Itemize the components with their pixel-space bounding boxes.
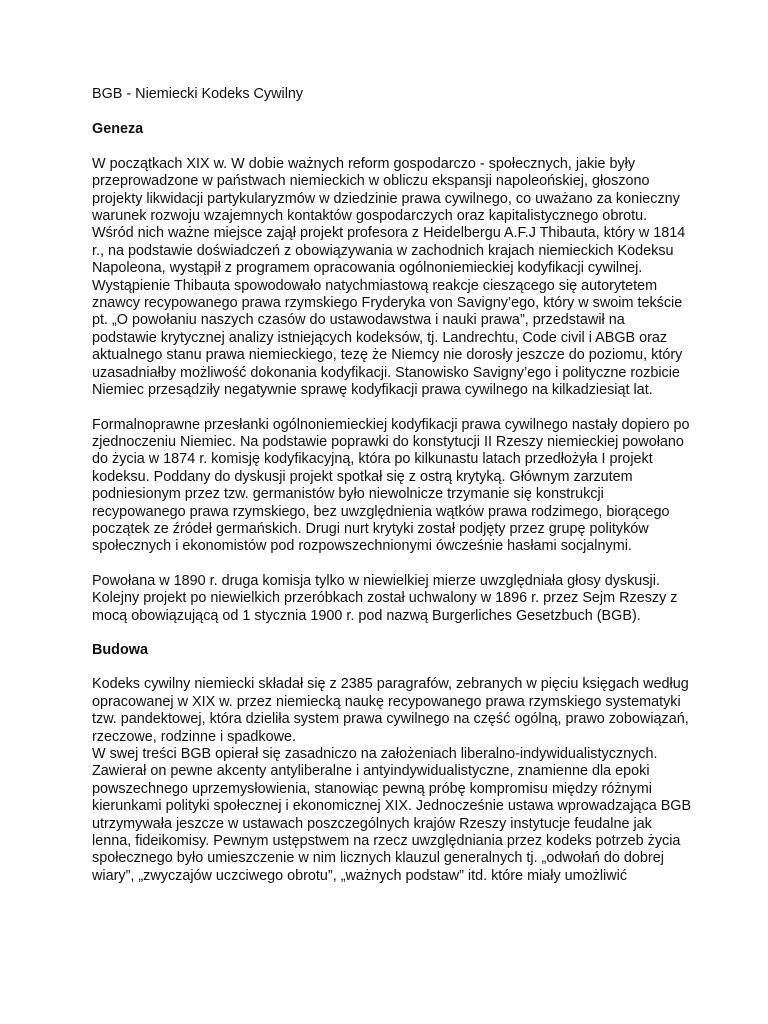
section-heading-budowa: Budowa: [92, 641, 148, 658]
paragraph: Wystąpienie Thibauta spowodowało natychmiastową reakcje cieszącego się autorytetem znawcy recypowanego prawa rzymskiego Fryderyka von Savigny’ego, który w swoim tekście pt. „O powołaniu naszych czasów do ustawodawstwa i nauki prawa”, przedstawił na podstawie krytycznej analizy istniejących kodeksów, tj. Landrechtu, Code civil i ABGB oraz aktualnego stanu prawa niemieckiego, tezę że Niemcy nie dorosły jeszcze do poziomu, który uzasadniałby możliwość dokonania kodyfikacji. Stanowisko Savigny’ego i polityczne rozbicie Niemiec przesądziły negatywnie sprawę kodyfikacji prawa cywilnego na kilkadziesiąt lat.: [92, 277, 683, 399]
document-title: BGB - Niemiecki Kodeks Cywilny: [92, 86, 304, 102]
paragraph: Formalnoprawne przesłanki ogólnoniemieckiej kodyfikacji prawa cywilnego nastały dopiero po zjednoczeniu Niemiec. Na podstawie poprawki do konstytucji II Rzeszy niemieckiej powołano do życia w 1874 r. komisję kodyfikacyjną, która po kilkunastu latach przedłożyła I projekt kodeksu. Poddany do dyskusji projekt spotkał się z ostrą krytyką. Głównym zarzutem podniesionym przez tzw. germanistów było niewolnicze trzymanie się konstrukcji recypowanego prawa rzymskiego, bez uwzględnienia wątków prawa rodzimego, biorącego początek ze źródeł germańskich. Drugi nurt krytyki został podjęty przez grupę polityków społecznych i ekonomistów pod rozpowszechnionymi ówcześnie hasłami socjalnymi.: [92, 416, 690, 555]
document-page: [92, 86, 692, 885]
paragraph: Powołana w 1890 r. druga komisja tylko w niewielkiej mierze uwzględniała głosy dyskusji. Kolejny projekt po niewielkich przeróbkach został uchwalony w 1896 r. przez Sejm Rzeszy z mocą obowiązującą od 1 stycznia 1900 r. pod nazwą Burgerliches Gesetzbuch (BGB).: [92, 572, 678, 624]
paragraph: W początkach XIX w. W dobie ważnych reform gospodarczo - społecznych, jakie były przeprowadzone w państwach niemieckich w obliczu ekspansji napoleońskiej, głoszono projekty likwidacji partykularyzmów w dziedzinie prawa cywilnego, co uważano za konieczny warunek rozwoju wzajemnych kontaktów gospodarczych oraz kapitalistycznego obrotu. Wśród nich ważne miejsce zajął projekt profesora z Heidelbergu A.F.J Thibauta, który w 1814 r., na podstawie doświadczeń z obowiązywania w zachodnich krajach niemieckich Kodeksu Napoleona, wystąpił z programem opracowania ogólnoniemieckiej kodyfikacji cywilnej.: [92, 155, 686, 277]
paragraph: W swej treści BGB opierał się zasadniczo na założeniach liberalno-indywidualistycznych. Zawierał on pewne akcenty antyliberalne i antyindywidualistyczne, znamienne dla epoki powszechnego uprzemysłowienia, stanowiąc pewną próbę kompromisu między różnymi kierunkami polityki społecznej i ekonomicznej XIX. Jednocześnie ustawa wprowadzająca BGB utrzymywała jeszcze w ustawach poszczególnych krajów Rzeszy instytucje feudalne jak lenna, fideikomisy. Pewnym ustępstwem na rzecz uwzględniania przez kodeks potrzeb życia społecznego było umieszczenie w nim licznych klauzul generalnych tj. „odwołań do dobrej wiary”, „zwyczajów uczciwego obrotu”, „ważnych podstaw” itd. które miały umożliwić: [92, 746, 692, 884]
section-heading-geneza: Geneza: [92, 121, 144, 138]
paragraph: Kodeks cywilny niemiecki składał się z 2385 paragrafów, zebranych w pięciu księgach według opracowanej w XIX w. przez niemiecką naukę recypowanego prawa rzymskiego systematyki tzw. pandektowej, która dzieliła system prawa cywilnego na część ogólną, prawo zobowiązań, rzeczowe, rodzinne i spadkowe.: [92, 676, 689, 745]
